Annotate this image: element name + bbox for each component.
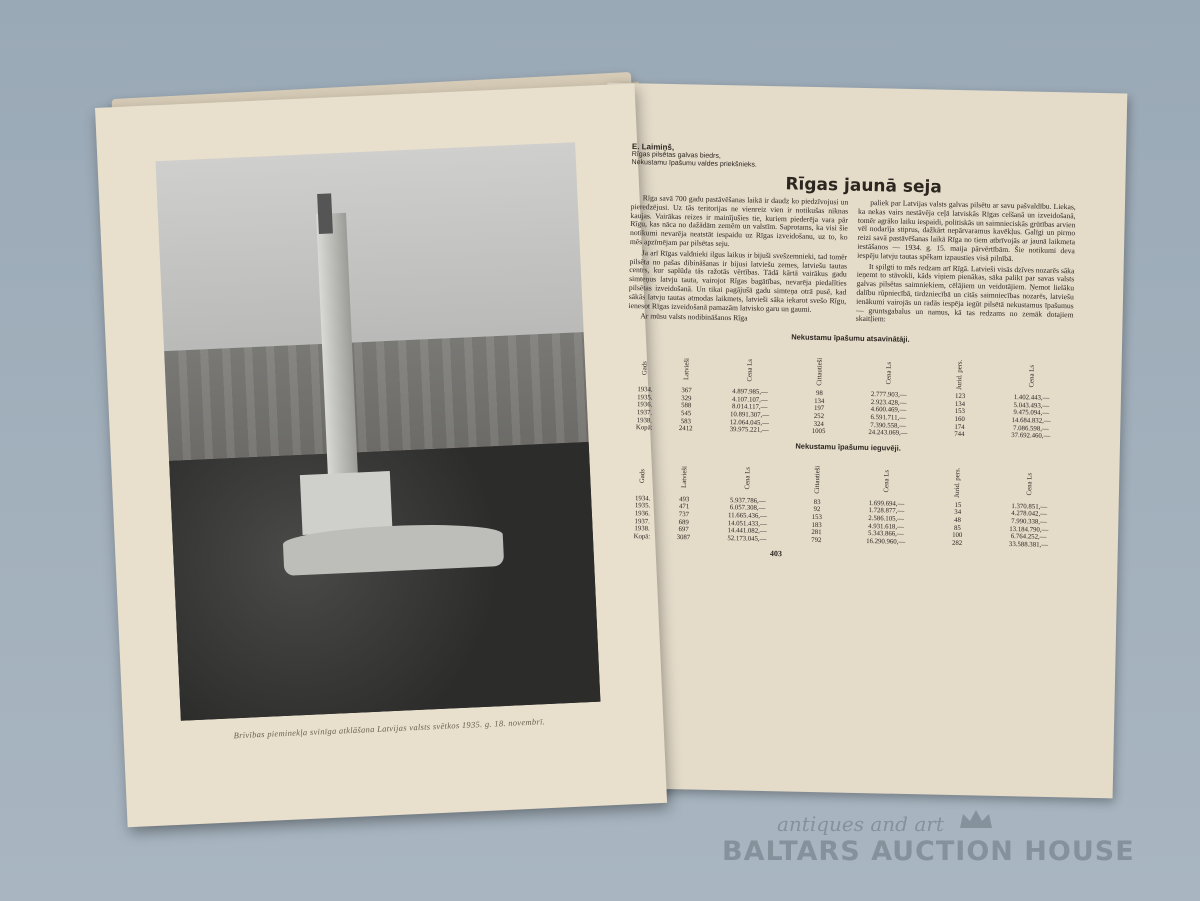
table-cell: 174 [954, 423, 965, 431]
column-header: Cittautieši [813, 465, 822, 494]
table-cell: 252 [813, 412, 825, 421]
table-cell: 9.475.094,— [1013, 409, 1050, 418]
table-cell: 183 [811, 521, 822, 529]
table-title: Nekustamu īpašumu atsavinātāji. [791, 332, 910, 345]
table-cell: 2.923.428,— [870, 398, 907, 407]
table-cell: 329 [681, 394, 692, 403]
column-header: Jurid. pers. [954, 467, 962, 498]
table-cell: 153 [811, 513, 822, 521]
watermark-tagline: antiques and art [777, 812, 944, 836]
table-cell: 1.402.443,— [1013, 394, 1050, 402]
table-cell: 14.441.082,— [727, 527, 767, 535]
table-cell: 1005 [811, 427, 826, 436]
table-cell: 588 [681, 402, 692, 410]
table-cell: 15 [954, 501, 962, 509]
table-cell: 34 [954, 509, 962, 517]
table-cell: 160 [954, 415, 965, 423]
paragraph: paliek par Latvijas valsts galvas pilsētu ar savu pašvaldību. Liekas, ka nekas vairs nestāvēja ceļā latviskās Rīgas celšanā un izveidošanā, tomēr agrāko laiku iespaidi, politiskās un saimnieciskās grūtības arvien vēl nodarīja stiprus, dažkārt nepārvaramus kavēkļus. Galīgi un pirmo reizi savā pastāvēšanas laikā Rīga no tiem atbrīvojās ar jaunā laikmeta iestāšanos — 1934. g. 15. maija pārvērtībām. Šie notikumi deva iespēju latvju tautas spēkam izpausties visā pilnībā. [857, 198, 1076, 263]
table-cell: 2.777.903,— [870, 391, 907, 399]
table-cell: 7.390.558,— [870, 421, 907, 430]
article-author-role-1: Rīgas pilsētas galvas biedrs, [631, 150, 721, 160]
table-cell: 11.665.436,— [727, 511, 767, 520]
table-cell: 5.043.493,— [1013, 401, 1050, 410]
table-cell: 1937. [636, 409, 653, 417]
column-header: Gads [639, 469, 647, 484]
paragraph: Ar mūsu valsts nodibināšanos Rīga [640, 311, 748, 323]
watermark-brand: BALTARS AUCTION HOUSE [722, 836, 1135, 867]
table-cell: 5.937.786,— [729, 496, 766, 505]
table-cell: 6.057.308,— [729, 504, 766, 513]
crown-icon [958, 808, 994, 830]
article-column-2 [856, 199, 1076, 333]
table-cell: 6.591.711,— [870, 413, 907, 422]
table-cell: 14.051.433,— [727, 519, 767, 528]
table-cell: 689 [678, 518, 689, 526]
table-sellers [626, 329, 1073, 441]
article [623, 142, 1077, 565]
page-number: 403 [769, 549, 782, 559]
table-cell: 2.586.105,— [868, 514, 905, 523]
table-cell: 792 [811, 536, 822, 544]
left-page [95, 84, 667, 828]
article-columns [628, 194, 1076, 332]
table-cell: 6.764.252,— [1010, 533, 1047, 541]
table-cell: 282 [951, 539, 963, 547]
table-cell: Kopā: [635, 424, 653, 432]
table-cell: 37.692.460,— [1011, 432, 1051, 440]
monument-photo [155, 142, 600, 720]
table-cell: 1938. [636, 416, 653, 425]
table-cell: 24.243.069,— [868, 429, 908, 437]
table-cell: 1.370.851,— [1011, 502, 1048, 511]
table-cell: 471 [678, 503, 690, 511]
article-column-1 [628, 194, 848, 328]
table-cell: 1936. [634, 510, 651, 518]
column-header: Latvieši [680, 466, 689, 489]
table-cell: 2412 [678, 425, 693, 433]
article-author: E. Laimiņš, [631, 142, 675, 152]
photo-monument-base [300, 471, 393, 535]
table-cell: 1935. [634, 502, 651, 510]
table-cell: 324 [813, 420, 824, 428]
table-cell: 4.931.618,— [868, 522, 904, 531]
table-cell: 367 [681, 387, 692, 395]
table-cell: 1938. [634, 525, 650, 533]
column-header: Latvieši [682, 357, 691, 380]
paragraph: Rīga savā 700 gadu pastāvēšanas laikā ir daudz ko piedzīvojusi un pieredzējusi. Uz tās teritorijas ne vienreiz vien ir notikušas niknas kaujas. Vairākas reizes ir mainījušies tie, kuriem piederēja vara pār Rīgu, kas nāca no dažādām zemēm un valstīm. Saprotams, ka visi šie notikumi nevarēja neatstāt iespaidu uz Rīgas izveidošanu, uz to, ko mēs apzīmējam par pilsētas seju. [629, 193, 849, 249]
table-cell: 16.290.960,— [866, 537, 906, 546]
table-cell: 12.064.045,— [729, 418, 769, 427]
table-cell: 281 [811, 528, 822, 537]
table-cell: 33.588.381,— [1008, 540, 1049, 549]
table-cell: 10.891.307,— [729, 411, 770, 419]
column-header: Jurid. pers. [956, 359, 965, 390]
table-cell: 4.897.985,— [732, 388, 768, 397]
column-header: Cena Ls [744, 467, 752, 490]
table-cell: 52.173.045,— [727, 534, 767, 543]
table-cell: 13.184.790,— [1009, 525, 1049, 534]
table-cell: 85 [953, 524, 961, 532]
table-cell: 737 [678, 510, 690, 519]
table-cell: 8.014.117,— [731, 403, 768, 412]
table-cell: 134 [814, 397, 825, 405]
photo-monument-figure [317, 193, 333, 234]
photo-buildings [164, 332, 589, 461]
paragraph: Ja arī Rīgas valdnieki ilgus laikus ir bijuši svešzemnieki, tad tomēr pilsēta no pašas dibināšanas ir bijusi latviešu zemes, latviešu tautas centrs, kur saplūda tās ražotās vērtības. Tādā kārtā vairākus gadu simteņus latvju tauta, vairojot Rīgas bagātības, nevarēja piedalīties pilsētas izveidošanā. Un tikai pagājušā gadu simteņa otrā pusē, kad sākās latvju tautas atmodas laikmets, latvieši sāka iekarot svešo Rīgu, ienesot Rīgas izveidošanā pamazām latvisko garu un gaumi. [628, 248, 848, 314]
table-cell: 197 [813, 405, 825, 413]
table-cell: 4.278.042,— [1011, 510, 1048, 519]
column-header: Cena Ls [1025, 473, 1034, 496]
table-cell: 98 [815, 390, 823, 398]
column-header: Cena Ls [882, 470, 891, 493]
table-cell: 153 [954, 408, 966, 416]
table-cell: 100 [952, 531, 963, 540]
table-cell: 3087 [676, 533, 691, 541]
column-header: Cittautieši [815, 357, 824, 386]
table-cell: 48 [954, 516, 962, 524]
data-table [626, 340, 1073, 441]
column-header: Cena Ls [885, 361, 893, 385]
table-title: Nekustamu īpašumu ieguvēji. [795, 441, 901, 453]
table-cell: Kopā: [633, 532, 651, 541]
table-cell: 5.343.866,— [867, 530, 904, 538]
table-cell: 545 [680, 410, 692, 418]
column-header: Cena Ls [746, 358, 754, 382]
table-cell: 1937. [634, 517, 650, 525]
article-author-role-2: Nekustamu īpašumu valdes priekšnieks. [631, 158, 757, 169]
table-cell: 493 [679, 495, 690, 503]
table-cell: 134 [954, 400, 966, 408]
table-buyers [624, 438, 1071, 550]
table-cell: 1934. [637, 386, 653, 394]
table-cell: 7.086.598,— [1013, 424, 1049, 433]
table-cell: 123 [954, 392, 966, 401]
table-cell: 4.107.107,— [731, 395, 768, 404]
table-cell: 583 [680, 417, 692, 425]
column-header: Cena Ls [1028, 364, 1036, 388]
table-cell: 1.699.694,— [868, 499, 905, 508]
article-title: Rīgas jaunā seja [785, 174, 943, 198]
table-cell: 1935. [637, 393, 653, 402]
column-header: Gads [641, 360, 649, 375]
photo-caption: Brīvības pieminekļa svinīga atklāšana Latvijas valsts svētkos 1935. g. 18. novembrī. [233, 716, 546, 741]
table-cell: 39.975.221,— [729, 426, 769, 435]
table-cell: 7.990.338,— [1011, 517, 1047, 526]
table-cell: 697 [678, 526, 689, 534]
table-cell: 92 [813, 506, 821, 514]
table-cell: 83 [813, 498, 821, 506]
table-cell: 744 [954, 430, 965, 439]
table-cell: 1934. [634, 494, 651, 503]
table-cell: 4.600.469,— [870, 406, 907, 415]
paragraph: It spilgti to mēs redzam arī Rīgā. Latvieši visās dzīves nozarēs sāka ieņemt to stāvokli, kāds viņiem pienākas, sāka palikt par savas valsts galvas pilsētas saimniekiem, cēlājiem un veidotājiem. Ņemot lielāku dalību rūpniecībā, tirdzniecībā un citās saimniecības nozarēs, latviešu ienākumi vairojās un radās iespēja iegūt pilsētā nekustamus īpašumus — gruntsgabalus un namus, kā tas redzams no zemāk dotajiem skaitļiem: [855, 261, 1075, 324]
table-cell: 1936. [636, 401, 653, 409]
table-cell: 1.728.877,— [868, 507, 905, 516]
table-cell: 14.684.832,— [1011, 416, 1051, 425]
data-table [624, 449, 1071, 550]
